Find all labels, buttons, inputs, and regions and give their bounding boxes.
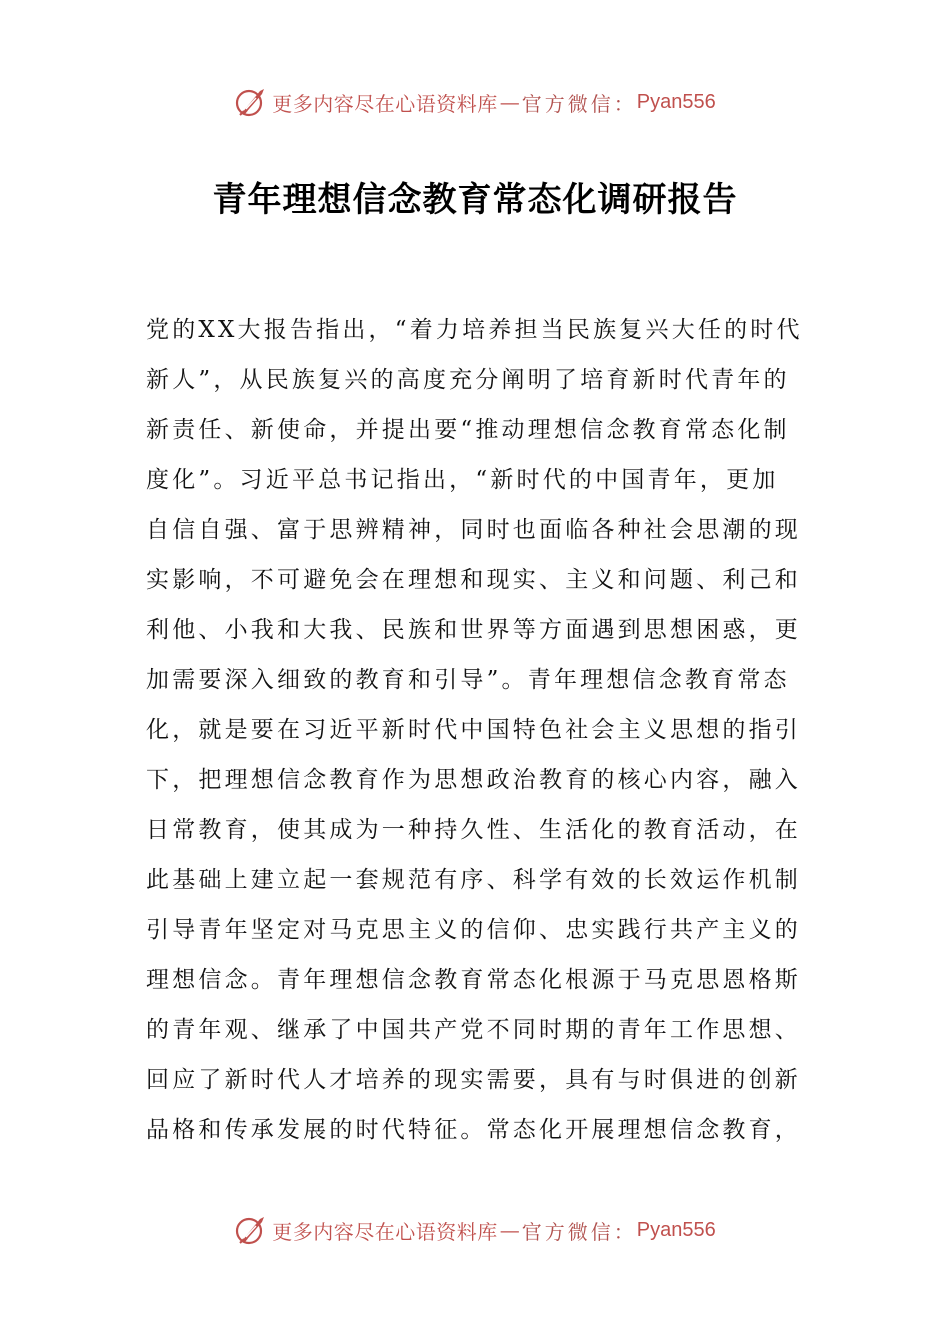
wechat-label: 官方微信： (521, 91, 637, 116)
paragraph-line: 此基础上建立起一套规范有序、科学有效的长效运作机制 (146, 867, 801, 893)
document-title: 青年理想信念教育常态化调研报告 (212, 180, 738, 220)
paragraph-line: 化，就是要在习近平新时代中国特色社会主义思想的指引 (146, 717, 801, 743)
wechat-id: Pyan556 (636, 1218, 716, 1241)
paragraph-line: 的青年观、继承了中国共产党不同时期的青年工作思想、 (146, 1017, 801, 1043)
paragraph-line: 品格和传承发展的时代特征。常态化开展理想信念教育， (146, 1117, 801, 1143)
quill-pen-logo-icon (234, 85, 268, 119)
banner-dash: — (499, 90, 520, 114)
paragraph-line: 理想信念。青年理想信念教育常态化根源于马克思恩格斯 (146, 967, 801, 993)
paragraph-line: 回应了新时代人才培养的现实需要，具有与时俱进的创新 (146, 1067, 801, 1093)
paragraph-line: 新责任、新使命，并提出要“推动理想信念教育常态化制 (146, 417, 790, 443)
paragraph-line: 日常教育，使其成为一种持久性、生活化的教育活动，在 (146, 817, 801, 843)
footer-banner (0, 1210, 950, 1250)
quill-pen-logo-icon (234, 1213, 268, 1247)
banner-dash: — (499, 1218, 520, 1242)
wechat-label: 官方微信： (521, 1219, 637, 1244)
paragraph-line: 加需要深入细致的教育和引导”。青年理想信念教育常态 (146, 667, 790, 693)
paragraph-line: 实影响，不可避免会在理想和现实、主义和问题、利己和 (146, 567, 801, 593)
paragraph-line: 引导青年坚定对马克思主义的信仰、忠实践行共产主义的 (146, 917, 801, 943)
paragraph-line: 自信自强、富于思辨精神，同时也面临各种社会思潮的现 (146, 517, 801, 543)
header-banner (0, 82, 950, 122)
wechat-id: Pyan556 (636, 90, 716, 113)
paragraph-line: 党的XX大报告指出，“着力培养担当民族复兴大任的时代 (146, 317, 803, 343)
paragraph-line: 度化”。习近平总书记指出，“新时代的中国青年，更加 (146, 467, 779, 493)
promo-text: 更多内容尽在心语资料库 (272, 91, 498, 116)
paragraph-line: 新人”，从民族复兴的高度充分阐明了培育新时代青年的 (146, 367, 790, 393)
promo-text: 更多内容尽在心语资料库 (272, 1219, 498, 1244)
paragraph-line: 下，把理想信念教育作为思想政治教育的核心内容，融入 (146, 767, 801, 793)
document-body (146, 305, 806, 1155)
paragraph-line: 利他、小我和大我、民族和世界等方面遇到思想困惑，更 (146, 617, 801, 643)
